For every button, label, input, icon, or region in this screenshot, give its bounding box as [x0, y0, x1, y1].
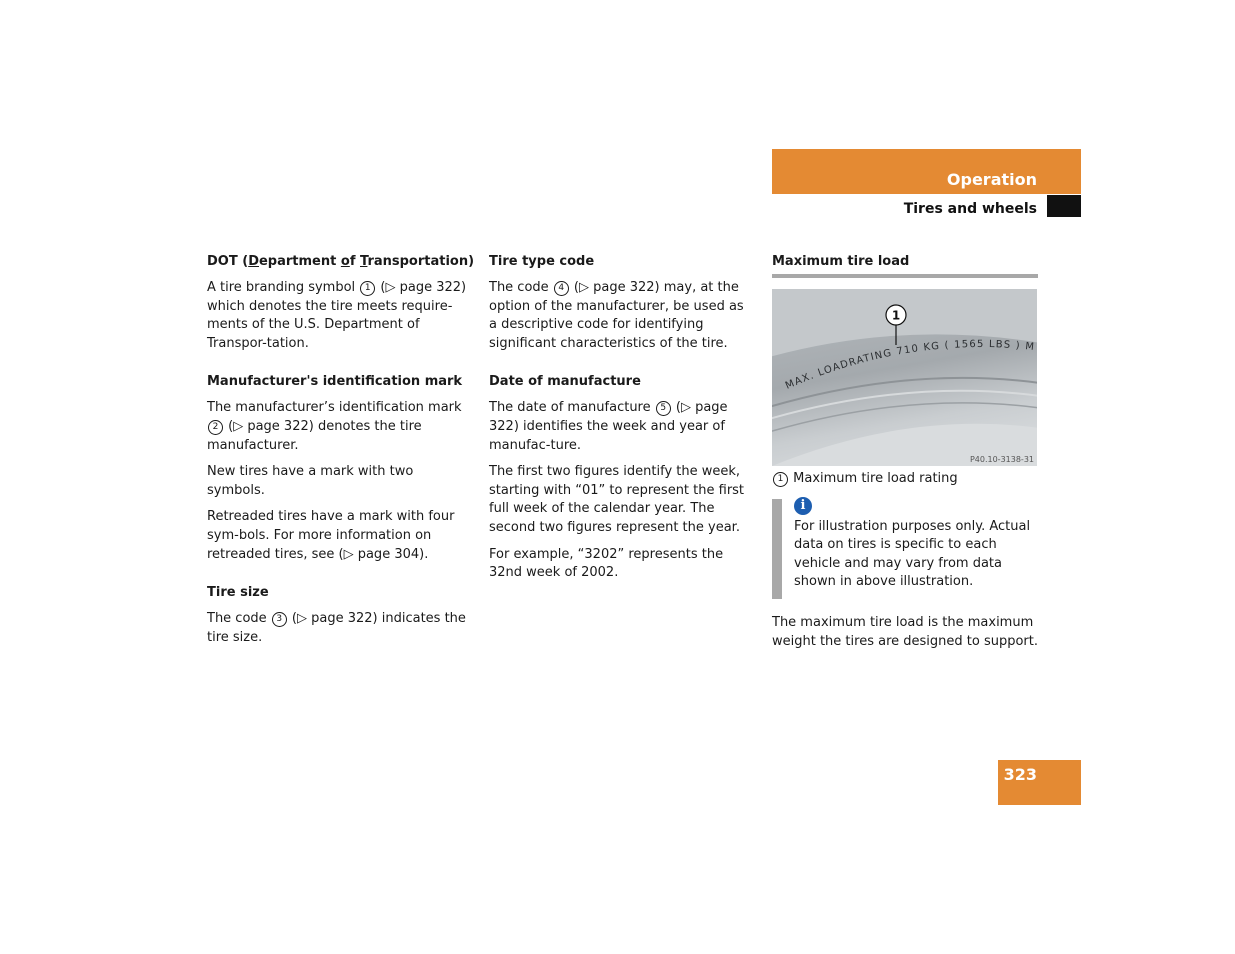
date-text-3: For example, “3202” represents the 32nd week of 2002. [489, 546, 724, 581]
tire-text: MAX. LOADRATING 710 KG ( 1565 LBS ) M [783, 338, 1036, 392]
mfr-text-2: New tires have a mark with two symbols. [207, 464, 414, 498]
column-right [772, 253, 1038, 659]
max-load-heading: Maximum tire load [772, 253, 1038, 278]
caption-callout-1: 1 [773, 472, 788, 487]
date-text-2: The first two figures identify the week, starting with “01” to represent the first full week of the calendar year. The second two figures represent the year. [489, 464, 745, 535]
svg-text:MAX. LOADRATING 710 KG ( 1565 [784, 339, 1036, 392]
section-subtitle: Tires and wheels [903, 201, 1037, 217]
date-text-1: The date of manufacture 5 (▷ page 322) identifies the week and year of manufac-ture. [489, 400, 728, 453]
date-heading: Date of manufacture [489, 374, 641, 390]
info-icon: i [794, 497, 812, 515]
tire-illustration [772, 289, 1037, 466]
info-bar [772, 499, 782, 599]
page-number: 323 [1003, 765, 1037, 784]
mfr-text-1: The manufacturer’s identification mark 2 (▷ page 322) denotes the tire manufacturer. [207, 400, 462, 453]
image-caption: 1 Maximum tire load rating [772, 470, 1038, 489]
callout-5: 5 [656, 401, 671, 416]
dot-text: A tire branding symbol 1 (▷ page 322) which denotes the tire meets require-ments of the U.S. Department of Transpor-tation. [207, 280, 467, 351]
callout-3: 3 [272, 612, 287, 627]
size-heading: Tire size [207, 585, 269, 601]
callout-1: 1 [360, 281, 375, 296]
column-left [207, 253, 475, 655]
size-text: The code 3 (▷ page 322) indicates the tire size. [207, 611, 466, 645]
image-callout-1: 1 [891, 308, 901, 323]
info-text: For illustration purposes only. Actual data on tires is specific to each vehicle and may vary from data shown in above illustration. [794, 518, 1031, 590]
image-reference: P40.10-3138-31 [969, 455, 1034, 464]
tire-illustration-svg [772, 289, 1037, 466]
info-note [772, 497, 1038, 592]
chapter-tab-marker [1047, 195, 1081, 217]
mfr-text-3: Retreaded tires have a mark with four sym-bols. For more information on retreaded tires, see (▷ page 304). [207, 509, 455, 562]
dot-heading: DOT (Department of Transportation) [207, 254, 475, 269]
column-middle [489, 253, 754, 591]
mfr-heading: Manufacturer's identification mark [207, 374, 463, 390]
callout-2: 2 [208, 420, 223, 435]
type-heading: Tire type code [489, 254, 595, 269]
callout-4: 4 [554, 281, 569, 296]
max-load-text: The maximum tire load is the maximum weight the tires are designed to support. [772, 614, 1038, 649]
section-title: Operation [946, 170, 1037, 189]
type-text: The code 4 (▷ page 322) may, at the option of the manufacturer, be used as a descriptive code for identifying significant characteristics of the tire. [489, 280, 744, 351]
